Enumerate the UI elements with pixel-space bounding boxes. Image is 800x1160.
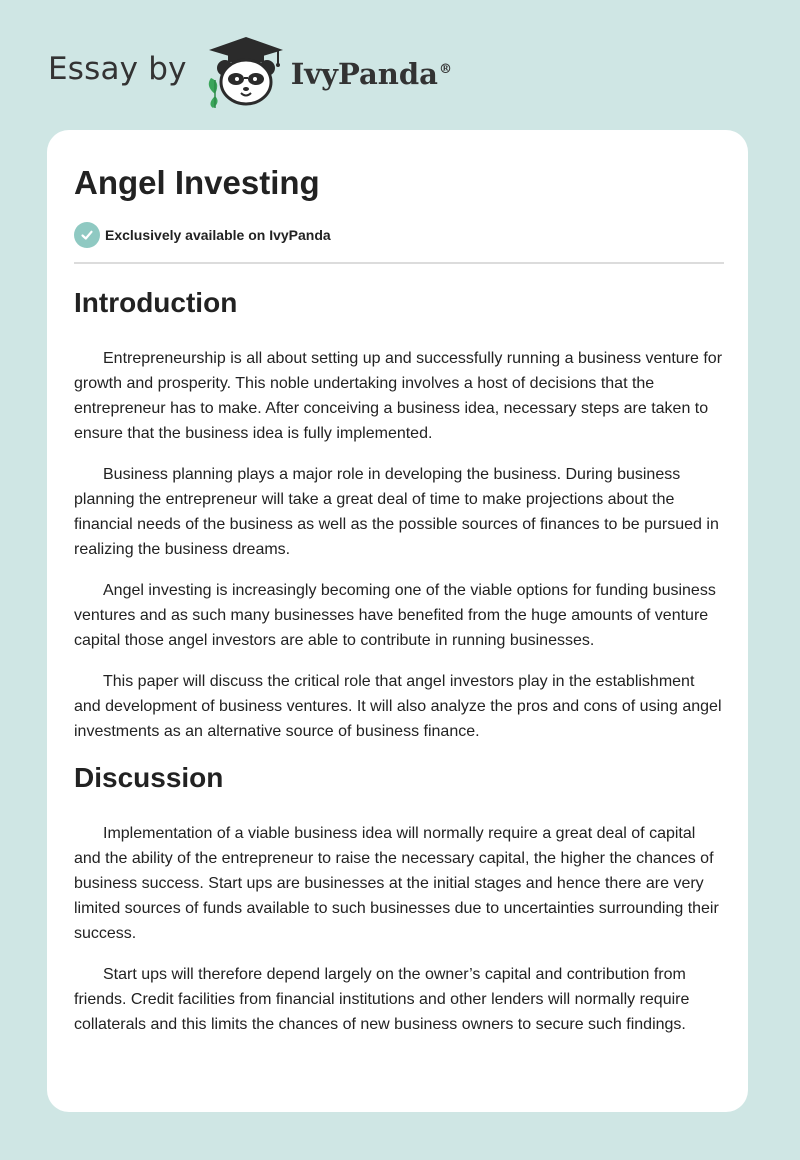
registered-mark: ®	[438, 62, 452, 78]
paragraph: Start ups will therefore depend largely on the owner’s capital and contribution from friends. Credit facilities from financial institutions and other lenders will normally require collaterals and this limits the chances of new business owners to secure such findings.	[74, 966, 690, 1033]
section-heading-introduction: Introduction	[74, 287, 238, 318]
title-divider	[74, 262, 724, 264]
essay-title: Angel Investing	[74, 164, 320, 201]
panda-graduate-icon[interactable]	[203, 34, 289, 110]
essay-by-label: Essay by	[48, 51, 187, 87]
essay-content	[74, 163, 724, 1037]
paragraph: Angel investing is increasingly becoming one of the viable options for funding business ventures and as such many businesses have benefited from the huge amounts of venture capital those angel investors are able to contribute in running businesses.	[74, 582, 716, 649]
brand-text: IvyPanda	[290, 57, 438, 91]
section-heading-discussion: Discussion	[74, 762, 224, 793]
brand-name[interactable]	[291, 57, 452, 91]
paragraph: Business planning plays a major role in developing the business. During business planning the entrepreneur will take a great deal of time to make projections about the financial needs of the business as well as the possible sources of finances to be pursued in realizing the business dreams.	[74, 466, 719, 558]
check-icon	[74, 222, 100, 248]
essay-card	[47, 130, 748, 1112]
exclusive-badge	[74, 222, 724, 248]
exclusive-badge-label: Exclusively available on IvyPanda	[105, 227, 331, 243]
paragraph: Entrepreneurship is all about setting up and successfully running a business venture for growth and prosperity. This noble undertaking involves a host of decisions that the entrepreneur has to make. After conceiving a business idea, necessary steps are taken to ensure that the business idea is fully implemented.	[74, 350, 723, 442]
paragraph: Implementation of a viable business idea will normally require a great deal of capital and the ability of the entrepreneur to raise the necessary capital, the higher the chances of business success. Start ups are businesses at the initial stages and hence there are very limited sources of funds available to such businesses due to uncertainties surrounding their success.	[74, 825, 719, 942]
site-header	[48, 34, 452, 110]
paragraph: This paper will discuss the critical role that angel investors play in the establishment and development of business ventures. It will also analyze the pros and cons of using angel investments as an alternative source of business finance.	[74, 673, 722, 740]
